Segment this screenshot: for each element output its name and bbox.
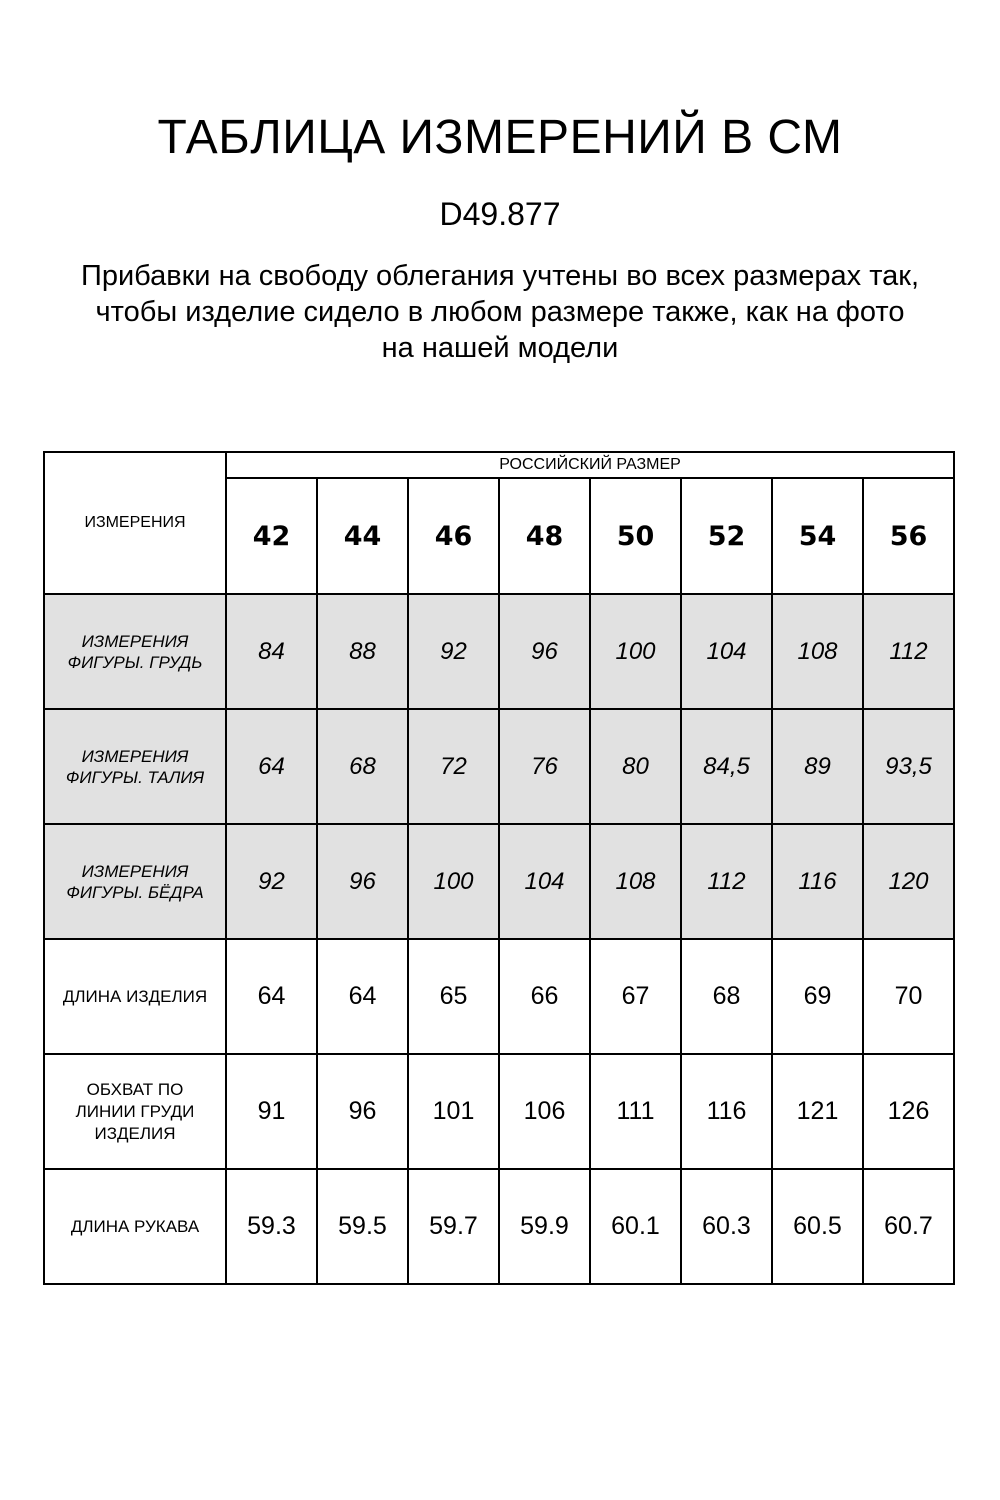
table-cell: 66 bbox=[499, 939, 590, 1054]
table-cell: 96 bbox=[317, 1054, 408, 1169]
table-cell: 84 bbox=[226, 594, 317, 709]
table-cell: 89 bbox=[772, 709, 863, 824]
table-cell: 65 bbox=[408, 939, 499, 1054]
table-row-hips bbox=[44, 824, 954, 939]
table-cell: 80 bbox=[590, 709, 681, 824]
fit-note-line: чтобы изделие сидело в любом размере также, как на фото bbox=[95, 296, 905, 328]
table-cell: 126 bbox=[863, 1054, 954, 1169]
size-header: 44 bbox=[317, 478, 408, 594]
size-header: 42 bbox=[226, 478, 317, 594]
table-cell: 92 bbox=[408, 594, 499, 709]
table-cell: 96 bbox=[499, 594, 590, 709]
table-cell: 68 bbox=[681, 939, 772, 1054]
table-cell: 68 bbox=[317, 709, 408, 824]
table-cell: 84,5 bbox=[681, 709, 772, 824]
table-cell: 116 bbox=[772, 824, 863, 939]
table-cell: 100 bbox=[590, 594, 681, 709]
table-cell: 88 bbox=[317, 594, 408, 709]
table-row-chest-girth bbox=[44, 1054, 954, 1169]
size-header: 48 bbox=[499, 478, 590, 594]
row-label: ИЗМЕРЕНИЯ ФИГУРЫ. ТАЛИЯ bbox=[44, 709, 226, 824]
row-label: ДЛИНА РУКАВА bbox=[44, 1169, 226, 1284]
table-cell: 64 bbox=[317, 939, 408, 1054]
table-cell: 64 bbox=[226, 939, 317, 1054]
row-label: ИЗМЕРЕНИЯ ФИГУРЫ. ГРУДЬ bbox=[44, 594, 226, 709]
table-cell: 93,5 bbox=[863, 709, 954, 824]
product-code: D49.877 bbox=[439, 196, 561, 232]
size-header: 46 bbox=[408, 478, 499, 594]
table-cell: 72 bbox=[408, 709, 499, 824]
size-table bbox=[43, 451, 955, 1285]
table-cell: 100 bbox=[408, 824, 499, 939]
table-cell: 69 bbox=[772, 939, 863, 1054]
table-cell: 121 bbox=[772, 1054, 863, 1169]
russian-size-header: РОССИЙСКИЙ РАЗМЕР bbox=[226, 452, 954, 478]
table-cell: 92 bbox=[226, 824, 317, 939]
table-cell: 67 bbox=[590, 939, 681, 1054]
table-row-sleeve bbox=[44, 1169, 954, 1284]
table-cell: 60.3 bbox=[681, 1169, 772, 1284]
table-cell: 64 bbox=[226, 709, 317, 824]
table-cell: 59.3 bbox=[226, 1169, 317, 1284]
table-cell: 101 bbox=[408, 1054, 499, 1169]
table-cell: 60.1 bbox=[590, 1169, 681, 1284]
table-row-length bbox=[44, 939, 954, 1054]
table-cell: 112 bbox=[863, 594, 954, 709]
table-cell: 106 bbox=[499, 1054, 590, 1169]
size-header: 50 bbox=[590, 478, 681, 594]
table-cell: 59.7 bbox=[408, 1169, 499, 1284]
table-cell: 120 bbox=[863, 824, 954, 939]
table-cell: 76 bbox=[499, 709, 590, 824]
table-cell: 60.7 bbox=[863, 1169, 954, 1284]
table-cell: 104 bbox=[681, 594, 772, 709]
size-header: 54 bbox=[772, 478, 863, 594]
table-cell: 104 bbox=[499, 824, 590, 939]
table-cell: 116 bbox=[681, 1054, 772, 1169]
size-header: 52 bbox=[681, 478, 772, 594]
row-label: ИЗМЕРЕНИЯ ФИГУРЫ. БЁДРА bbox=[44, 824, 226, 939]
table-cell: 59.5 bbox=[317, 1169, 408, 1284]
table-cell: 91 bbox=[226, 1054, 317, 1169]
row-label: ДЛИНА ИЗДЕЛИЯ bbox=[44, 939, 226, 1054]
fit-note-line: на нашей модели bbox=[381, 332, 619, 364]
size-header: 56 bbox=[863, 478, 954, 594]
table-cell: 60.5 bbox=[772, 1169, 863, 1284]
table-cell: 111 bbox=[590, 1054, 681, 1169]
measurements-header: ИЗМЕРЕНИЯ bbox=[44, 452, 226, 594]
page-title: ТАБЛИЦА ИЗМЕРЕНИЙ В СМ bbox=[157, 111, 843, 164]
fit-note bbox=[40, 258, 960, 366]
table-cell: 108 bbox=[772, 594, 863, 709]
table-header-row bbox=[44, 452, 954, 478]
table-cell: 96 bbox=[317, 824, 408, 939]
fit-note-line: Прибавки на свободу облегания учтены во всех размерах так, bbox=[80, 260, 920, 292]
table-cell: 112 bbox=[681, 824, 772, 939]
table-cell: 108 bbox=[590, 824, 681, 939]
table-row-waist bbox=[44, 709, 954, 824]
table-cell: 59.9 bbox=[499, 1169, 590, 1284]
table-row-chest bbox=[44, 594, 954, 709]
row-label: ОБХВАТ ПО ЛИНИИ ГРУДИ ИЗДЕЛИЯ bbox=[44, 1054, 226, 1169]
table-cell: 70 bbox=[863, 939, 954, 1054]
